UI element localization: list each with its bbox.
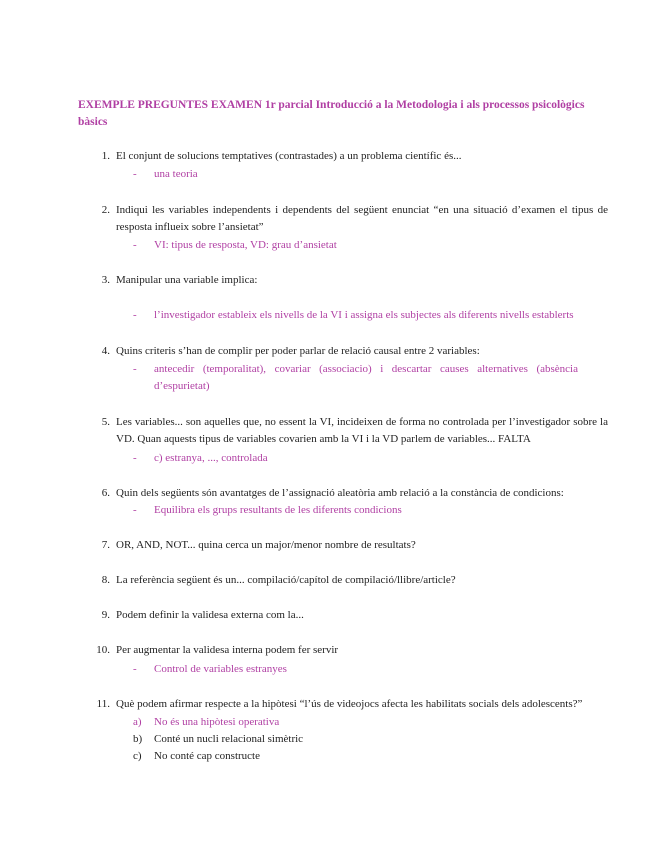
question-number: 5. — [101, 416, 110, 428]
question-text: OR, AND, NOT... quina cerca un major/menor nombre de resultats? — [116, 539, 416, 551]
option-label: a) — [133, 716, 142, 728]
option-b — [78, 731, 303, 748]
question-2 — [78, 202, 608, 236]
question-text: Podem definir la validesa externa com la... — [116, 609, 304, 621]
question-text: El conjunt de solucions temptatives (contrastades) a un problema científic és... — [116, 150, 462, 162]
answer-4 — [78, 361, 578, 395]
question-number: 1. — [101, 150, 110, 162]
answer-text: Control de variables estranyes — [154, 663, 287, 675]
answer-text: Equilibra els grups resultants de les diferents condicions — [154, 504, 402, 516]
answer-2 — [78, 237, 578, 254]
question-11 — [78, 696, 608, 713]
question-5 — [78, 414, 608, 448]
option-text: No és una hipòtesi operativa — [154, 716, 280, 728]
answer-10 — [78, 661, 578, 678]
question-text: Manipular una variable implica: — [116, 274, 258, 286]
option-c — [78, 748, 260, 765]
answer-dash: - — [133, 239, 137, 251]
option-a — [78, 714, 279, 731]
question-4 — [78, 343, 608, 360]
question-number: 7. — [101, 539, 110, 551]
question-9 — [78, 607, 608, 624]
question-10 — [78, 642, 608, 659]
answer-text: una teoria — [154, 168, 198, 180]
answer-dash: - — [133, 363, 137, 375]
question-text: Les variables... son aquelles que, no essent la VI, incideixen de forma no controlada per l’investigador sobre la VD. Quan aquests tipus de variables covarien amb la VI i la VD parlem de variables... FALTA — [116, 416, 608, 445]
question-number: 11. — [96, 698, 110, 710]
answer-dash: - — [133, 168, 137, 180]
question-6 — [78, 485, 608, 502]
question-number: 2. — [101, 204, 110, 216]
answer-dash: - — [133, 663, 137, 675]
answer-1 — [78, 166, 578, 183]
question-7 — [78, 537, 608, 554]
question-number: 4. — [101, 345, 110, 357]
answer-dash: - — [133, 452, 137, 464]
answer-5 — [78, 450, 578, 467]
question-8 — [78, 572, 608, 589]
answer-6 — [78, 502, 578, 519]
answer-text: VI: tipus de resposta, VD: grau d’ansietat — [154, 239, 337, 251]
answer-dash: - — [133, 504, 137, 516]
answer-3 — [78, 307, 578, 324]
question-text: Què podem afirmar respecte a la hipòtesi “l’ús de videojocs afecta les habilitats socials dels adolescents?” — [116, 698, 583, 710]
answer-text: l’investigador estableix els nivells de la VI i assigna els subjectes als diferents nivells establerts — [154, 309, 574, 321]
question-1 — [78, 148, 608, 165]
option-text: No conté cap constructe — [154, 750, 260, 762]
option-label: b) — [133, 733, 143, 745]
question-number: 10. — [96, 644, 110, 656]
question-number: 9. — [101, 609, 110, 621]
option-label: c) — [133, 750, 142, 762]
option-text: Conté un nucli relacional simètric — [154, 733, 304, 745]
answer-text: c) estranya, ..., controlada — [154, 452, 268, 464]
question-text: Quins criteris s’han de complir per poder parlar de relació causal entre 2 variables: — [116, 345, 480, 357]
answer-dash: - — [133, 309, 137, 321]
question-3 — [78, 272, 608, 289]
question-number: 3. — [101, 274, 110, 286]
page-title: EXEMPLE PREGUNTES EXAMEN 1r parcial Introducció a la Metodologia i als processos psicològics bàsics — [78, 99, 585, 128]
question-text: Indiqui les variables independents i dependents del següent enunciat “en una situació d’examen el tipus de resposta influeix sobre l’ansietat” — [116, 204, 608, 233]
question-text: Quin dels següents són avantatges de l’assignació aleatòria amb relació a la constància de condicions: — [116, 487, 564, 499]
question-number: 8. — [101, 574, 110, 586]
question-text: La referència següent és un... compilació/capítol de compilació/llibre/article? — [116, 574, 456, 586]
question-number: 6. — [101, 487, 110, 499]
question-text: Per augmentar la validesa interna podem fer servir — [116, 644, 339, 656]
answer-text: antecedir (temporalitat), covariar (associacio) i descartar causes alternatives (absència d’espurietat) — [154, 363, 578, 392]
